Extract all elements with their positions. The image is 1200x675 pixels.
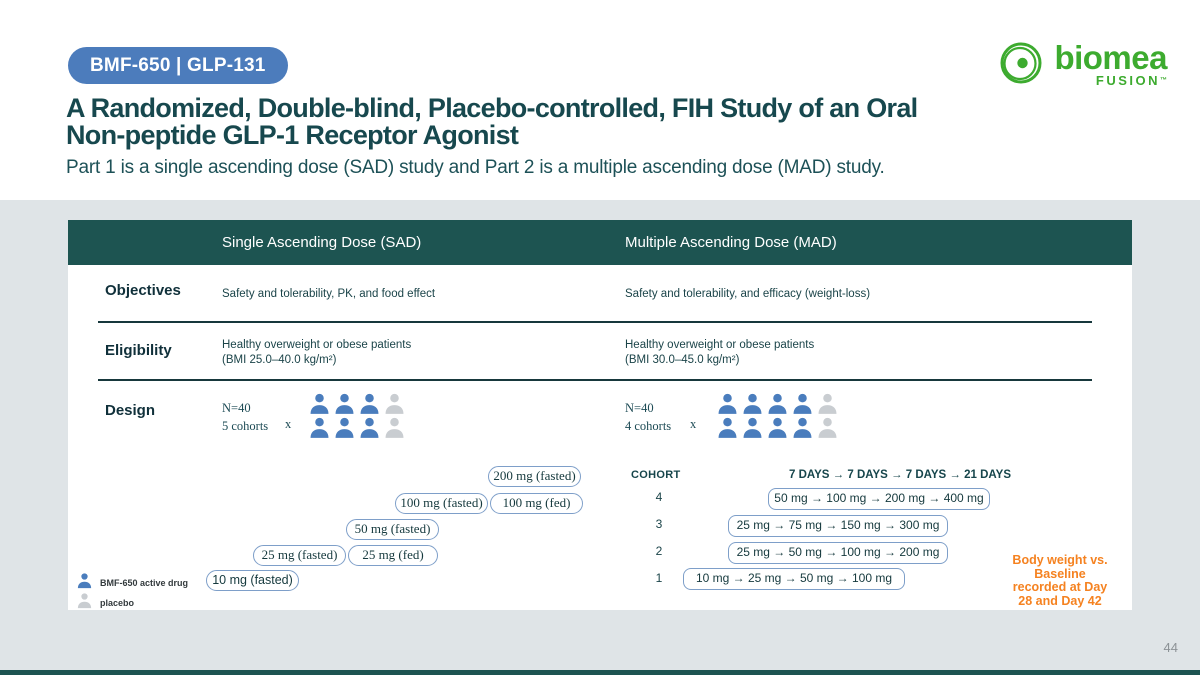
pictogram-row — [308, 392, 406, 415]
cohort-number: 2 — [655, 544, 663, 558]
pictogram-row — [308, 416, 406, 439]
biomea-fusion-logo — [996, 38, 1167, 93]
person-icon-placebo — [383, 392, 406, 415]
person-icon-active — [333, 392, 356, 415]
person-icon-placebo — [383, 416, 406, 439]
eligibility-mad-cell: Healthy overweight or obese patients (BMI 30.0–45.0 kg/m²) — [625, 339, 815, 366]
mad-dose-box: 50 mg → 100 mg → 200 mg → 400 mg — [768, 488, 990, 510]
person-icon-active — [766, 392, 789, 415]
person-icon-active — [308, 392, 331, 415]
pictogram-row — [716, 392, 839, 415]
sad-cohort-pictogram — [308, 392, 406, 439]
biomea-ring-icon — [996, 38, 1046, 93]
person-icon-placebo — [816, 392, 839, 415]
person-icon-active — [741, 416, 764, 439]
legend-active-drug: BMF-650 active drug — [76, 572, 188, 594]
sad-dose-pill: 100 mg (fasted) — [395, 493, 488, 514]
person-icon-active — [76, 572, 93, 594]
row-label-eligibility: Eligibility — [105, 342, 172, 359]
eligibility-sad-cell: Healthy overweight or obese patients (BMI 25.0–40.0 kg/m²) — [222, 339, 412, 366]
sad-cohort-count: 5 cohorts — [222, 419, 269, 433]
column-header-sad: Single Ascending Dose (SAD) — [222, 234, 422, 251]
sad-n-value: N=40 — [222, 401, 251, 415]
person-icon-active — [766, 416, 789, 439]
body-weight-note: Body weight vs. Baseline recorded at Day 28 and Day 42 — [1012, 553, 1108, 608]
study-design-table — [68, 220, 1132, 610]
sad-dose-pill: 10 mg (fasted) — [206, 570, 299, 591]
legend-placebo: placebo — [76, 592, 134, 614]
cohort-column-label: COHORT — [631, 469, 681, 481]
person-icon-placebo — [816, 416, 839, 439]
person-icon-active — [333, 416, 356, 439]
bottom-accent-bar — [0, 670, 1200, 675]
mad-cohort-pictogram — [716, 392, 839, 439]
logo-subtitle: FUSION™ — [1095, 73, 1167, 88]
title-line-2: Non-peptide GLP-1 Receptor Agonist — [66, 120, 519, 150]
mad-days-header: 7 DAYS → 7 DAYS → 7 DAYS → 21 DAYS — [788, 469, 1011, 481]
mad-dose-box: 25 mg → 75 mg → 150 mg → 300 mg — [728, 515, 948, 537]
person-icon-active — [791, 392, 814, 415]
page-number: 44 — [1163, 640, 1178, 655]
row-divider — [98, 379, 1092, 381]
mad-dose-box: 25 mg → 50 mg → 100 mg → 200 mg — [728, 542, 948, 564]
person-icon-active — [791, 416, 814, 439]
person-icon-active — [308, 416, 331, 439]
person-icon-active — [358, 392, 381, 415]
study-id-badge: BMF-650 | GLP-131 — [68, 47, 288, 84]
table-header-band — [68, 220, 1132, 265]
mad-dose-box: 10 mg → 25 mg → 50 mg → 100 mg — [683, 568, 905, 590]
row-label-objectives: Objectives — [105, 282, 181, 299]
cohort-number: 3 — [655, 517, 663, 531]
objectives-sad-cell: Safety and tolerability, PK, and food effect — [222, 288, 436, 300]
mad-cohort-count: 4 cohorts — [625, 419, 672, 433]
sad-dose-pill: 50 mg (fasted) — [346, 519, 439, 540]
title-line-1: A Randomized, Double-blind, Placebo-controlled, FIH Study of an Oral — [66, 93, 918, 123]
person-icon-active — [358, 416, 381, 439]
objectives-mad-cell: Safety and tolerability, and efficacy (weight-loss) — [625, 288, 871, 300]
sad-dose-pill: 25 mg (fasted) — [253, 545, 346, 566]
cohort-number: 4 — [655, 490, 663, 504]
mad-n-value: N=40 — [625, 401, 654, 415]
person-icon-active — [741, 392, 764, 415]
logo-wordmark: biomea — [1054, 39, 1167, 76]
slide-subtitle: Part 1 is a single ascending dose (SAD) study and Part 2 is a multiple ascending dose (MAD) study. — [66, 157, 885, 178]
row-divider — [98, 321, 1092, 323]
sad-multiplier: x — [285, 417, 292, 431]
mad-multiplier: x — [690, 417, 697, 431]
person-icon-active — [716, 392, 739, 415]
person-icon-active — [716, 416, 739, 439]
slide-title — [66, 95, 1026, 149]
pictogram-row — [716, 416, 839, 439]
cohort-number: 1 — [655, 571, 663, 585]
sad-dose-pill: 100 mg (fed) — [490, 493, 583, 514]
row-label-design: Design — [105, 402, 156, 419]
sad-dose-pill: 200 mg (fasted) — [488, 466, 581, 487]
sad-dose-pill: 25 mg (fed) — [348, 545, 438, 566]
trademark-symbol: ™ — [1160, 77, 1167, 84]
column-header-mad: Multiple Ascending Dose (MAD) — [625, 234, 837, 251]
person-icon-placebo — [76, 592, 93, 614]
